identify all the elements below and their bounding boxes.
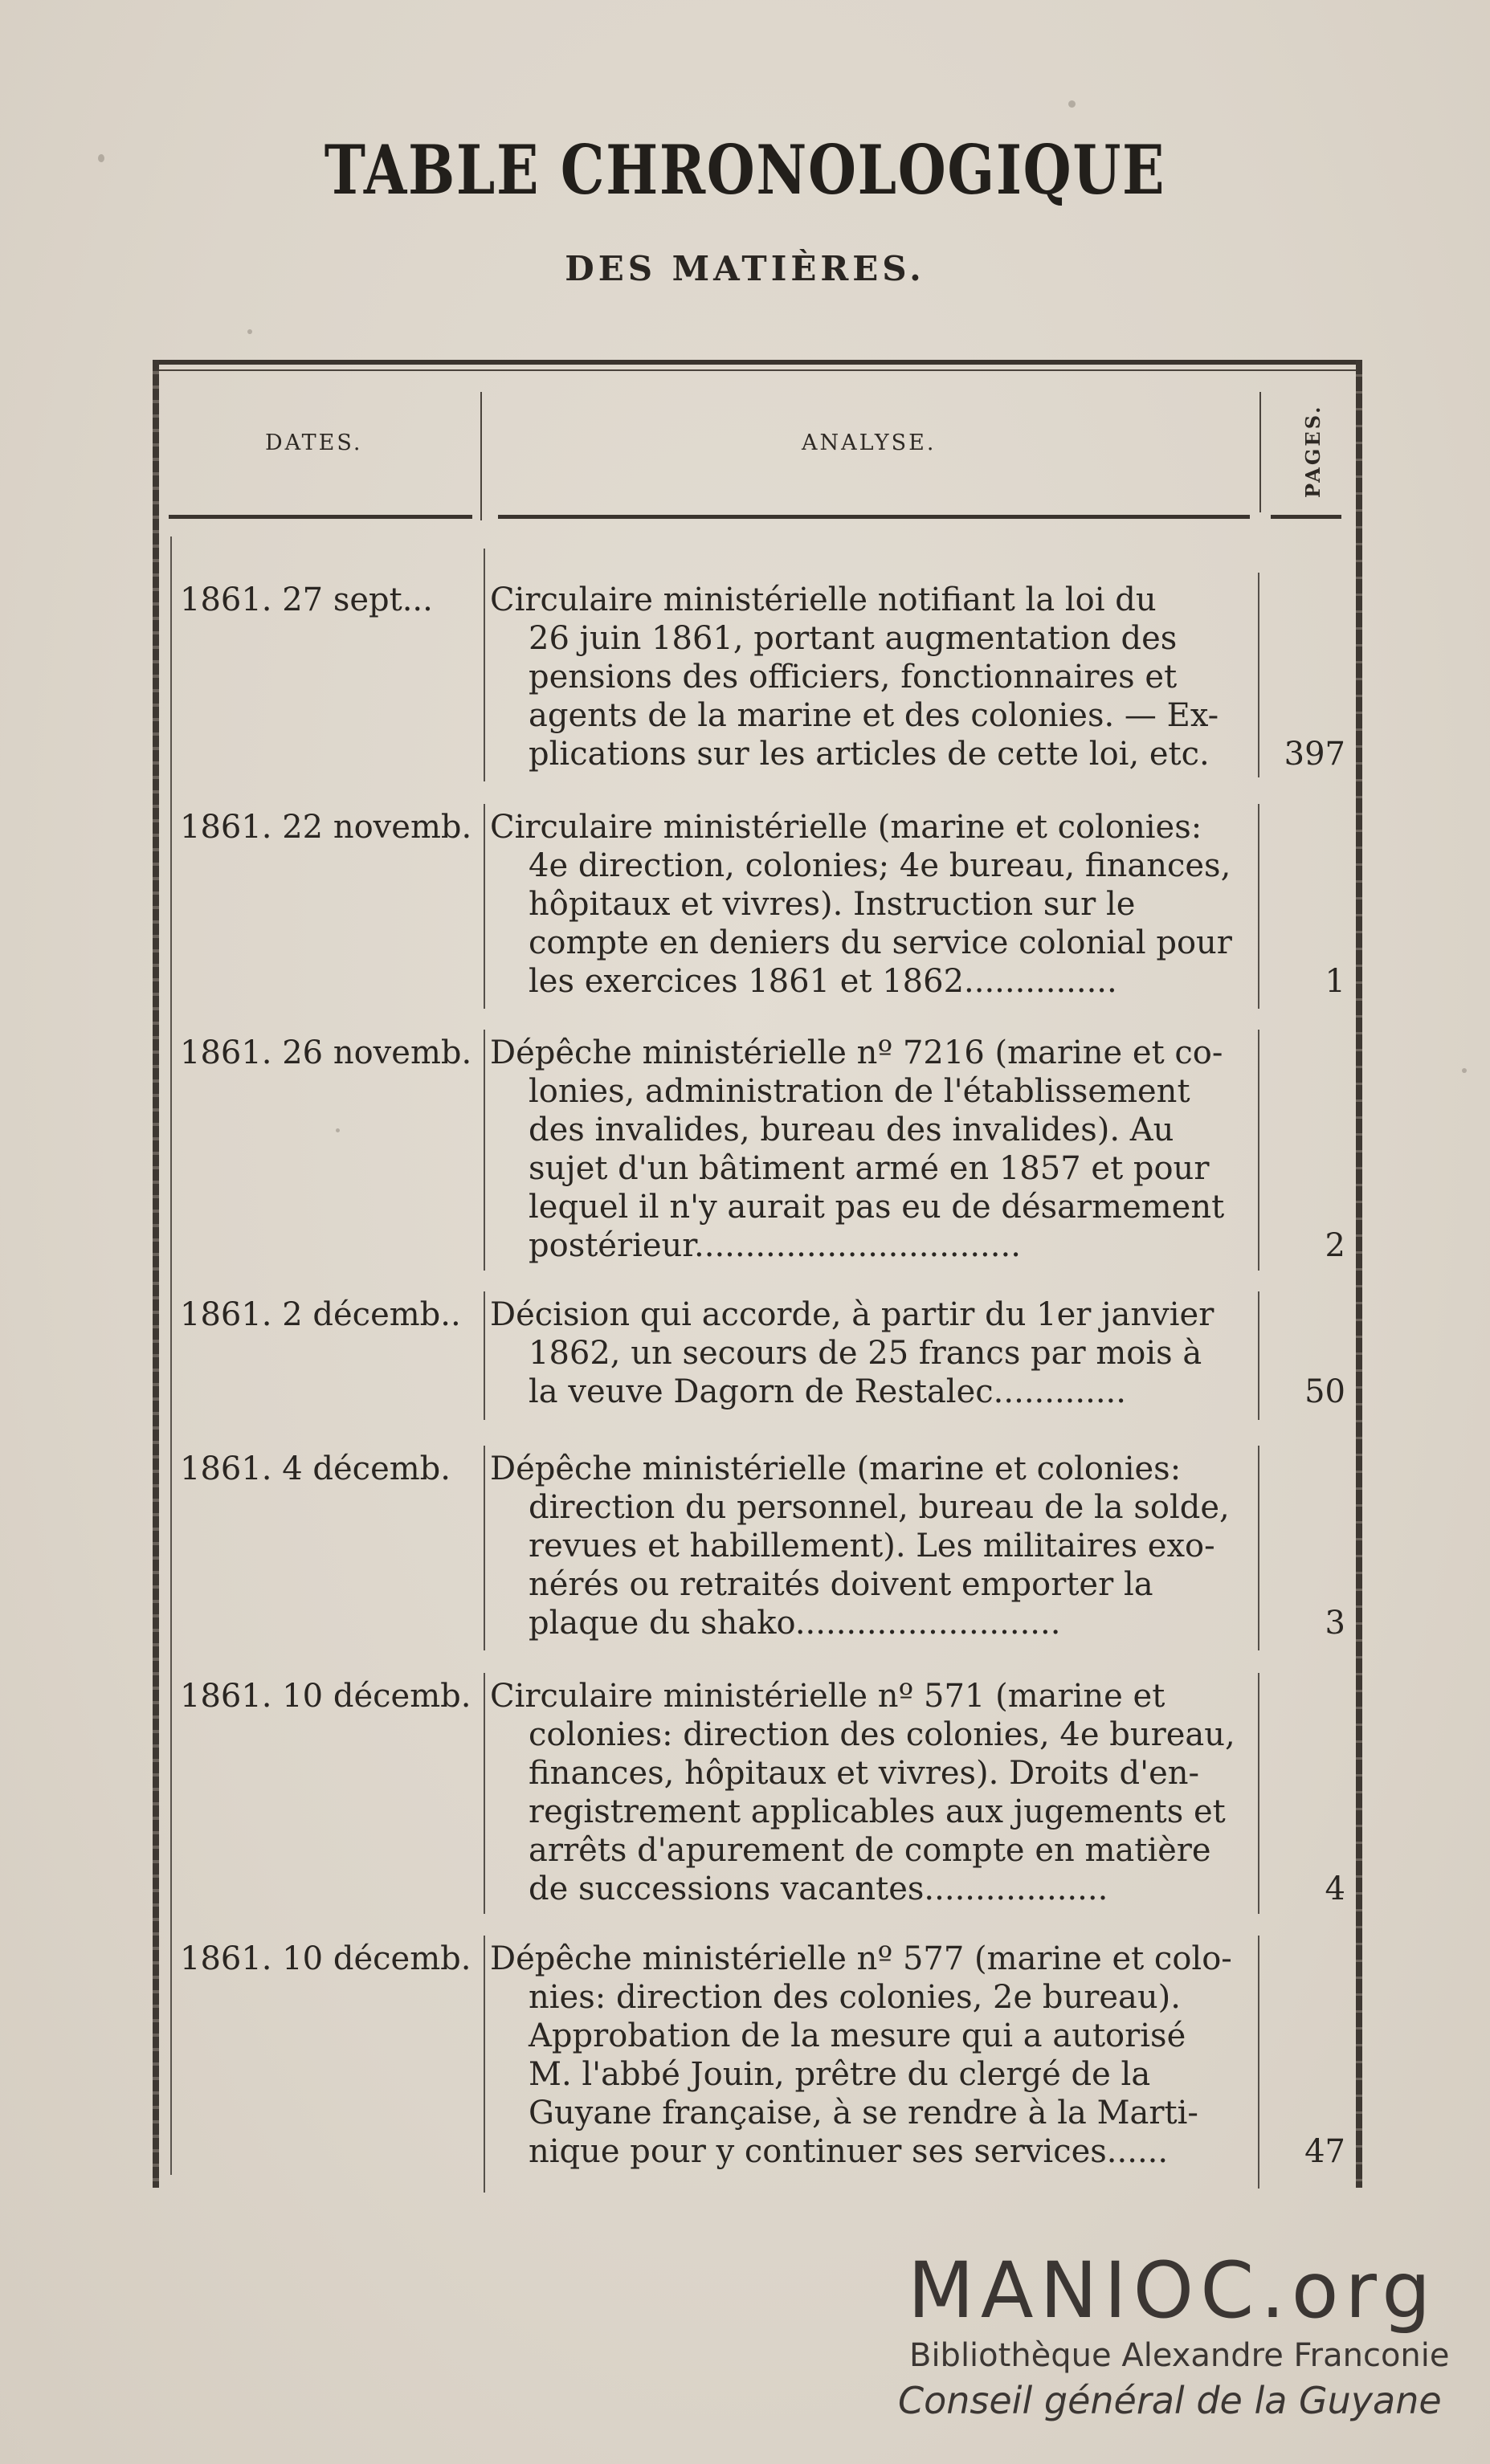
analyse-line: la veuve Dagorn de Restalec............. xyxy=(529,1373,1126,1410)
frame-top-rule-thin xyxy=(153,369,1362,371)
entry-page: 4 xyxy=(1325,1870,1345,1907)
row-separator-right xyxy=(1258,1936,1259,2189)
analyse-line: plaque du shako.......................... xyxy=(529,1605,1061,1642)
analyse-line: finances, hôpitaux et vivres). Droits d'en- xyxy=(529,1755,1200,1792)
entry-page: 1 xyxy=(1325,963,1345,1000)
paper-speck xyxy=(247,329,252,334)
table-row xyxy=(153,1940,1362,2180)
row-separator-right xyxy=(1258,1446,1259,1650)
paper-speck xyxy=(98,154,104,162)
row-separator-right xyxy=(1258,1030,1259,1271)
entry-analyse xyxy=(490,1940,1249,2171)
analyse-line: Circulaire ministérielle (marine et colonies: xyxy=(490,809,1202,846)
entry-page: 2 xyxy=(1325,1227,1345,1264)
analyse-line: de successions vacantes.................. xyxy=(529,1870,1108,1907)
header-separator-pages xyxy=(1259,392,1261,512)
header-rule-dates xyxy=(169,515,472,519)
header-separator-dates xyxy=(480,392,482,520)
column-header-pages: PAGES. xyxy=(1301,404,1325,498)
row-separator-right xyxy=(1258,1673,1259,1914)
entry-date: 1861. 2 décemb.. xyxy=(180,1296,461,1333)
row-separator-left xyxy=(484,1446,485,1650)
analyse-line: nies: direction des colonies, 2e bureau). xyxy=(529,1979,1181,2016)
row-separator-left xyxy=(484,1030,485,1271)
entry-date: 1861. 22 novemb. xyxy=(180,809,472,846)
header-rule-pages xyxy=(1271,515,1341,519)
entry-analyse xyxy=(490,1677,1249,1908)
entry-page: 47 xyxy=(1304,2133,1345,2170)
column-header-analyse: ANALYSE. xyxy=(802,430,937,455)
entry-page: 397 xyxy=(1284,736,1345,773)
entry-analyse xyxy=(490,808,1249,1001)
analyse-line: sujet d'un bâtiment armé en 1857 et pour xyxy=(529,1150,1210,1187)
entry-date: 1861. 27 sept... xyxy=(180,581,433,618)
table-row xyxy=(153,1677,1362,1918)
logo-council: Conseil général de la Guyane xyxy=(898,2379,1442,2422)
logo-brand: MANIOC.org xyxy=(908,2246,1438,2335)
analyse-line: M. l'abbé Jouin, prêtre du clergé de la xyxy=(529,2056,1151,2093)
analyse-line: Circulaire ministérielle notifiant la loi du xyxy=(490,581,1157,618)
page-title: TABLE CHRONOLOGIQUE xyxy=(324,130,1166,210)
analyse-line: postérieur................................ xyxy=(529,1227,1021,1264)
analyse-line: 4e direction, colonies; 4e bureau, finances, xyxy=(529,847,1231,884)
analyse-line: direction du personnel, bureau de la solde, xyxy=(529,1489,1230,1526)
analyse-line: pensions des officiers, fonctionnaires et xyxy=(529,659,1178,696)
entry-analyse xyxy=(490,1034,1249,1265)
row-separator-left xyxy=(484,804,485,1009)
analyse-line: Décision qui accorde, à partir du 1er janvier xyxy=(490,1296,1214,1333)
analyse-line: des invalides, bureau des invalides). Au xyxy=(529,1112,1174,1148)
table-row xyxy=(153,1034,1362,1275)
column-header-dates: DATES. xyxy=(265,430,363,455)
analyse-line: Dépêche ministérielle nº 577 (marine et colo- xyxy=(490,1940,1232,1977)
analyse-line: nique pour y continuer ses services...... xyxy=(529,2133,1169,2170)
analyse-line: plications sur les articles de cette loi, etc. xyxy=(529,736,1210,773)
row-separator-right xyxy=(1258,573,1259,777)
table-row xyxy=(153,808,1362,1010)
manioc-logo xyxy=(898,2246,1470,2422)
frame-top-rule xyxy=(153,360,1362,365)
paper-speck xyxy=(1462,1068,1467,1073)
analyse-line: registrement applicables aux jugements et xyxy=(529,1793,1226,1830)
analyse-line: les exercices 1861 et 1862............... xyxy=(529,963,1117,1000)
analyse-line: agents de la marine et des colonies. — Ex- xyxy=(529,697,1219,734)
analyse-line: colonies: direction des colonies, 4e bureau, xyxy=(529,1716,1235,1753)
entry-analyse xyxy=(490,1450,1249,1642)
analyse-line: arrêts d'apurement de compte en matière xyxy=(529,1832,1211,1869)
entry-date: 1861. 10 décemb. xyxy=(180,1940,471,1977)
analyse-line: Dépêche ministérielle nº 7216 (marine et co- xyxy=(490,1034,1223,1071)
analyse-line: compte en deniers du service colonial pour xyxy=(529,924,1232,961)
page-subtitle: DES MATIÈRES. xyxy=(565,249,925,288)
entry-date: 1861. 26 novemb. xyxy=(180,1034,472,1071)
table-row xyxy=(153,1450,1362,1652)
analyse-line: Approbation de la mesure qui a autorisé xyxy=(529,2017,1186,2054)
entry-date: 1861. 10 décemb. xyxy=(180,1678,471,1715)
analyse-line: lonies, administration de l'établissement xyxy=(529,1073,1190,1110)
analyse-line: nérés ou retraités doivent emporter la xyxy=(529,1566,1153,1603)
analyse-line: revues et habillement). Les militaires exo- xyxy=(529,1528,1215,1564)
analyse-line: 26 juin 1861, portant augmentation des xyxy=(529,620,1178,657)
entry-date: 1861. 4 décemb. xyxy=(180,1450,451,1487)
table-row xyxy=(153,581,1362,783)
row-separator-right xyxy=(1258,1291,1259,1420)
entry-analyse xyxy=(490,581,1249,773)
row-separator-right xyxy=(1258,804,1259,1009)
table-row xyxy=(153,1295,1362,1421)
analyse-line: Dépêche ministérielle (marine et colonies: xyxy=(490,1450,1182,1487)
header-rule-analyse xyxy=(498,515,1250,519)
analyse-line: Circulaire ministérielle nº 571 (marine et xyxy=(490,1678,1165,1715)
analyse-line: lequel il n'y aurait pas eu de désarmement xyxy=(529,1189,1225,1226)
logo-library: Bibliothèque Alexandre Franconie xyxy=(909,2337,1450,2374)
row-separator-left xyxy=(484,1291,485,1420)
analyse-line: Guyane française, à se rendre à la Marti- xyxy=(529,2095,1198,2132)
entry-page: 50 xyxy=(1304,1373,1345,1410)
entry-analyse xyxy=(490,1295,1249,1411)
row-separator-left xyxy=(484,549,485,781)
entry-page: 3 xyxy=(1325,1605,1345,1642)
row-separator-left xyxy=(484,1936,485,2193)
paper-speck xyxy=(1068,100,1076,108)
analyse-line: hôpitaux et vivres). Instruction sur le xyxy=(529,886,1136,923)
row-separator-left xyxy=(484,1673,485,1914)
analyse-line: 1862, un secours de 25 francs par mois à xyxy=(529,1335,1202,1372)
